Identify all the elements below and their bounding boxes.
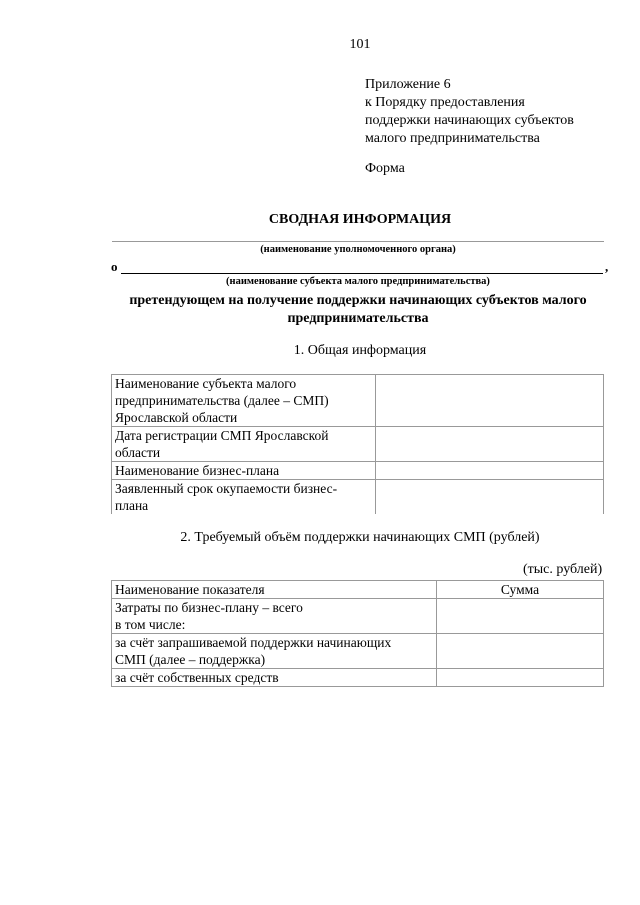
table-cell-label bbox=[112, 634, 437, 669]
table-cell-value[interactable] bbox=[437, 599, 604, 634]
table-row bbox=[112, 375, 604, 427]
table-cell-label bbox=[112, 480, 376, 515]
table-cell-value[interactable] bbox=[376, 375, 604, 427]
cell-line: плана bbox=[115, 498, 149, 510]
form-label: Форма bbox=[365, 161, 405, 176]
table-row bbox=[112, 480, 604, 515]
cell-line: за счёт собственных средств bbox=[115, 670, 279, 685]
subtitle-line: претендующем на получение поддержки начинающих субъектов малого bbox=[129, 293, 587, 308]
cell-line: Ярославской области bbox=[115, 410, 238, 425]
cell-line: в том числе: bbox=[115, 617, 186, 632]
subject-name-caption: (наименование субъекта малого предпринимательства) bbox=[226, 276, 490, 287]
table-row bbox=[112, 427, 604, 462]
section2-title: 2. Требуемый объём поддержки начинающих СМП (рублей) bbox=[180, 530, 540, 545]
table-cell-value[interactable] bbox=[437, 634, 604, 669]
org-name-caption: (наименование уполномоченного органа) bbox=[260, 244, 456, 255]
appendix-block bbox=[365, 76, 574, 148]
table-row bbox=[112, 634, 604, 669]
appendix-line: малого предпринимательства bbox=[365, 131, 540, 146]
appendix-line: Приложение 6 bbox=[365, 77, 451, 92]
units-label: (тыс. рублей) bbox=[523, 562, 603, 577]
cell-line: Заявленный срок окупаемости бизнес- bbox=[115, 481, 338, 496]
subject-name-line bbox=[121, 273, 603, 274]
general-info-table bbox=[111, 374, 604, 514]
table-header-cell: Наименование показателя bbox=[112, 581, 437, 599]
appendix-line: поддержки начинающих субъектов bbox=[365, 113, 574, 128]
cell-line: за счёт запрашиваемой поддержки начинающих bbox=[115, 635, 392, 650]
cell-line: Наименование субъекта малого bbox=[115, 376, 297, 391]
page-number: 101 bbox=[349, 37, 371, 52]
table-cell-value[interactable] bbox=[376, 427, 604, 462]
table-row bbox=[112, 462, 604, 480]
cell-line: Наименование бизнес-плана bbox=[115, 463, 280, 478]
cell-line: Дата регистрации СМП Ярославской bbox=[115, 428, 329, 443]
table-row bbox=[112, 669, 604, 687]
table-cell-label bbox=[112, 599, 437, 634]
about-prefix: о bbox=[111, 259, 118, 274]
document-subtitle bbox=[108, 292, 608, 328]
cell-line: области bbox=[115, 445, 161, 460]
table-row bbox=[112, 599, 604, 634]
table-cell-value[interactable] bbox=[376, 480, 604, 515]
appendix-line: к Порядку предоставления bbox=[365, 95, 525, 110]
subtitle-line: предпринимательства bbox=[287, 311, 429, 326]
org-name-line bbox=[112, 241, 604, 242]
table-cell-label bbox=[112, 669, 437, 687]
table-header-row bbox=[112, 581, 604, 599]
table-cell-value[interactable] bbox=[376, 462, 604, 480]
table-cell-label bbox=[112, 462, 376, 480]
table-cell-value[interactable] bbox=[437, 669, 604, 687]
subject-line-comma: , bbox=[605, 259, 609, 274]
section1-title: 1. Общая информация bbox=[293, 343, 427, 358]
table-cell-label bbox=[112, 427, 376, 462]
support-volume-table bbox=[111, 580, 604, 687]
cell-line: СМП (далее – поддержка) bbox=[115, 652, 266, 667]
cell-line: Затраты по бизнес-плану – всего bbox=[115, 600, 303, 615]
table-header-cell: Сумма bbox=[437, 581, 604, 599]
table-cell-label bbox=[112, 375, 376, 427]
cell-line: предпринимательства (далее – СМП) bbox=[115, 393, 329, 408]
document-title: СВОДНАЯ ИНФОРМАЦИЯ bbox=[268, 212, 452, 227]
